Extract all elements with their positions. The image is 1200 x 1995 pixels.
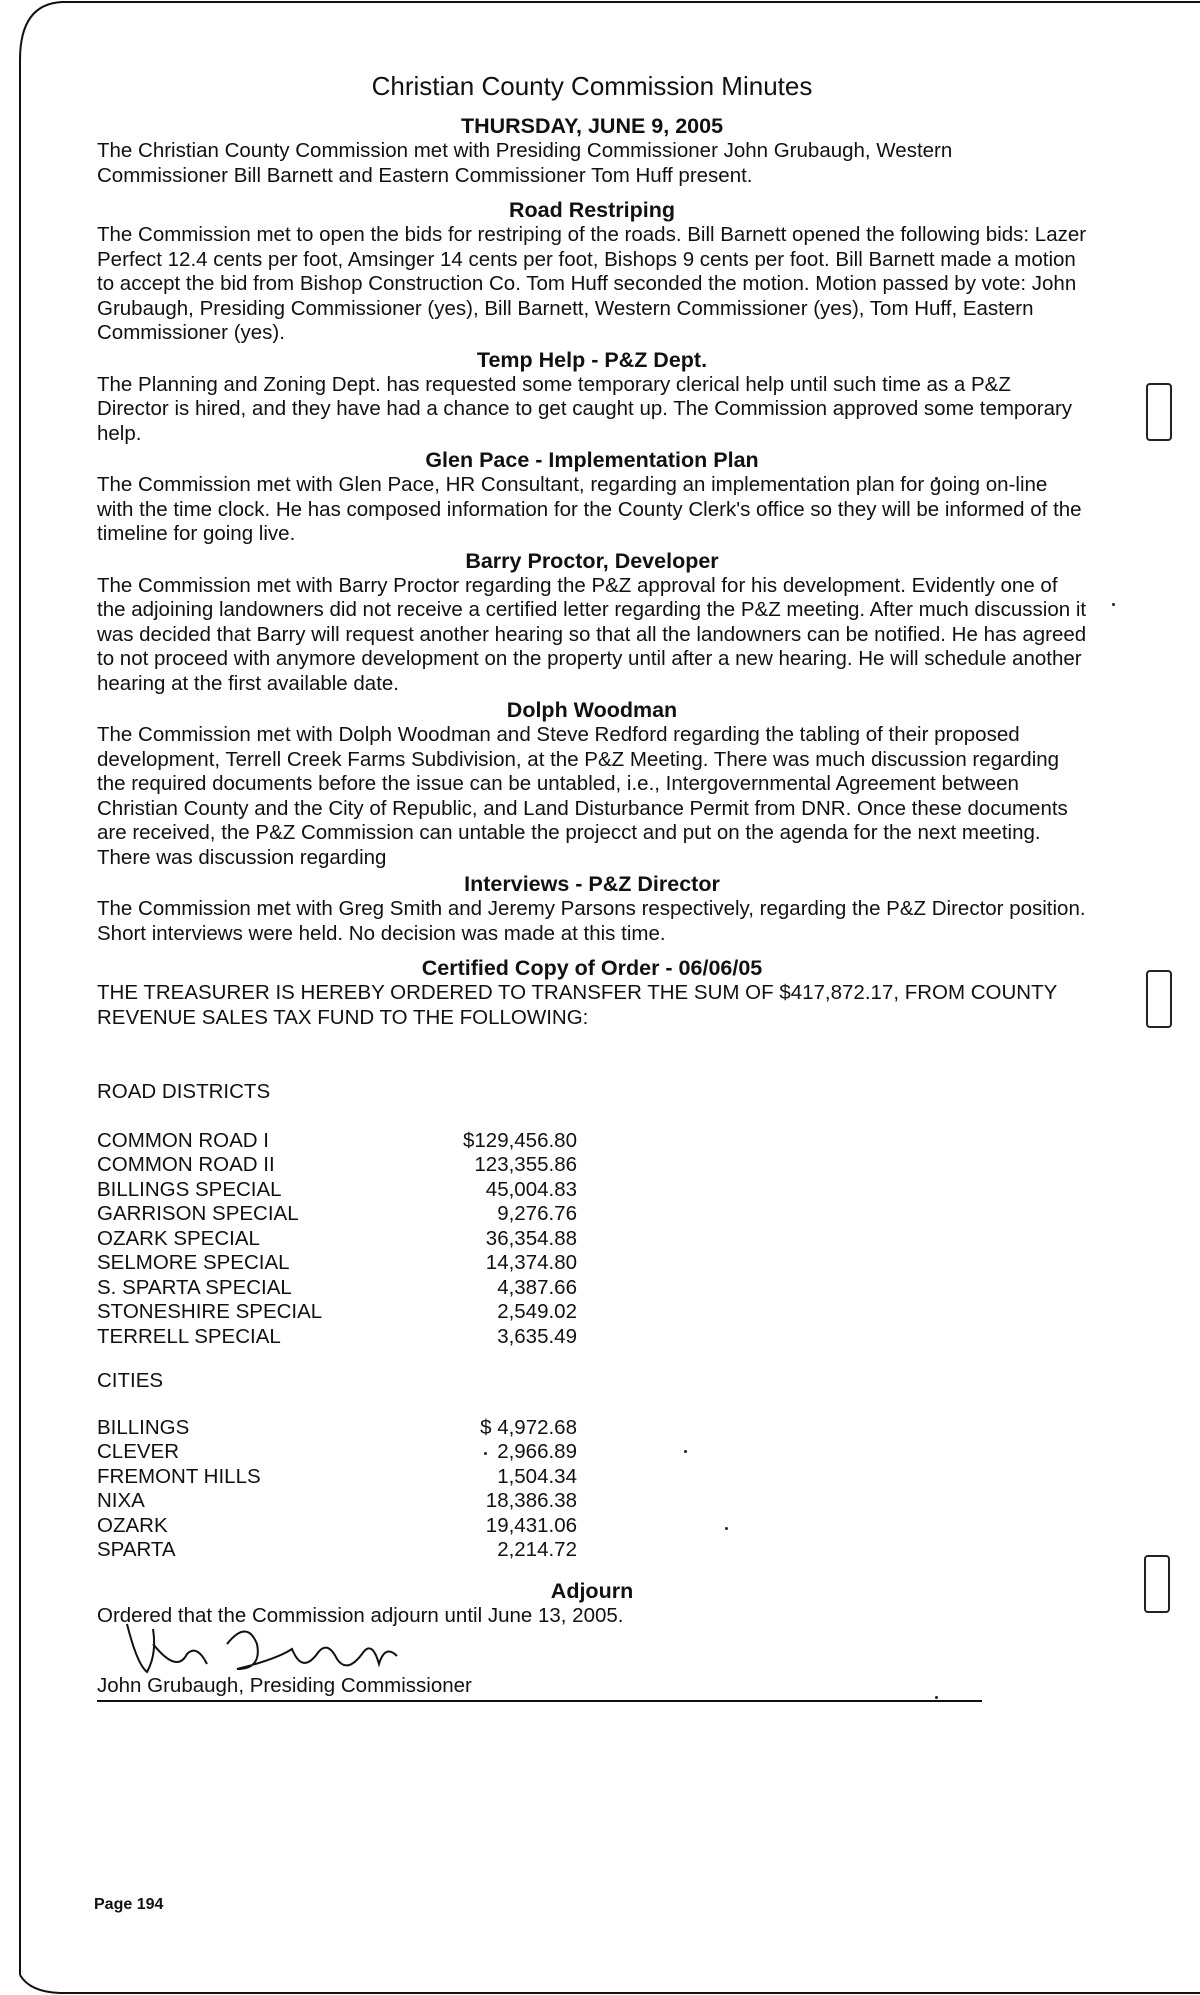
minutes-document — [97, 70, 1087, 1716]
fund-name: NIXA — [97, 1489, 145, 1512]
binder-hole-bottom — [1144, 1555, 1170, 1613]
road-district-row — [97, 1251, 577, 1276]
road-district-row — [97, 1178, 577, 1203]
document-title: Christian County Commission Minutes — [371, 71, 813, 101]
certified-order — [97, 956, 1087, 1563]
road-district-row — [97, 1129, 577, 1154]
section-body: The Commission met with Greg Smith and Jeremy Parsons respectively, regarding the P&Z Director position. Short interviews were held. No decision was made at this time. — [97, 897, 1086, 945]
date-heading: THURSDAY, JUNE 9, 2005 — [460, 114, 724, 138]
fund-amount: 18,386.38 — [485, 1489, 577, 1512]
fund-name: CLEVER — [97, 1440, 180, 1463]
road-district-row — [97, 1300, 577, 1325]
road-district-row — [97, 1276, 577, 1301]
section-heading: Road Restriping — [508, 198, 676, 222]
fund-amount: 9,276.76 — [497, 1202, 577, 1225]
fund-amount: 2,966.89 — [497, 1440, 577, 1463]
section-heading: Glen Pace - Implementation Plan — [425, 448, 759, 472]
fund-amount: 19,431.06 — [485, 1513, 577, 1537]
adjourn-text: Ordered that the Commission adjourn until June 13, 2005. — [97, 1603, 624, 1627]
fund-amount: 14,374.80 — [485, 1251, 577, 1274]
intro-paragraph: The Christian County Commission met with Presiding Commissioner John Grubaugh, Western Commissioner Bill Barnett and Eastern Commissioner Tom Huff present. — [97, 139, 953, 187]
fund-amount: $129,456.80 — [462, 1128, 577, 1152]
fund-name: STONESHIRE SPECIAL — [97, 1300, 323, 1323]
fund-name: SPARTA — [97, 1538, 176, 1561]
road-district-row — [97, 1325, 577, 1350]
city-row — [97, 1514, 577, 1539]
order-text: THE TREASURER IS HEREBY ORDERED TO TRANSFER THE SUM OF $417,872.17, FROM COUNTY REVENUE SALES TAX FUND TO THE FOLLOWING: — [97, 981, 1057, 1029]
section-dolph-woodman — [97, 698, 1087, 870]
section-body: The Commission met with Barry Proctor regarding the P&Z approval for his development. Evidently one of the adjoining landowners did not receive a certified letter regarding the P&Z meeting. After much discussion it was decided that Barry will request another hearing so that all the landowners can be notified. He has agreed to not proceed with anymore development on the property until after a new hearing. He will schedule another hearing at the first available date. — [97, 573, 1087, 695]
adjourn-heading: Adjourn — [550, 1578, 634, 1603]
city-row — [97, 1465, 577, 1490]
signature-line — [97, 1700, 982, 1702]
fund-name: OZARK — [97, 1513, 168, 1537]
fund-name: GARRISON SPECIAL — [97, 1202, 299, 1225]
fund-name: S. SPARTA SPECIAL — [97, 1275, 292, 1299]
fund-amount: 1,504.34 — [497, 1464, 577, 1488]
section-glen-pace — [97, 448, 1087, 547]
section-barry-proctor — [97, 549, 1087, 697]
order-heading: Certified Copy of Order - 06/06/05 — [421, 956, 763, 980]
section-body: The Commission met to open the bids for restriping of the roads. Bill Barnett opened the following bids: Lazer Perfect 12.4 cents per foot, Amsinger 14 cents per foot, Bishops 9 cents per foot. Bill Barnett made a motion to accept the bid from Bishop Construction Co. Tom Huff seconded the motion. Motion passed by vote: John Grubaugh, Presiding Commissioner (yes), Bill Barnett, Western Commissioner (yes), Tom Huff, Eastern Commissioner (yes). — [97, 223, 1087, 344]
signature-caption: John Grubaugh, Presiding Commissioner — [97, 1674, 472, 1697]
section-heading: Dolph Woodman — [506, 698, 678, 722]
fund-name: FREMONT HILLS — [97, 1464, 261, 1488]
fund-amount: 2,549.02 — [497, 1300, 577, 1323]
fund-name: BILLINGS SPECIAL — [97, 1177, 282, 1201]
section-body: The Planning and Zoning Dept. has requested some temporary clerical help until such time as a P&Z Director is hired, and they have had a chance to get caught up. The Commission approved some temporary help. — [97, 372, 1073, 445]
fund-amount: 123,355.86 — [474, 1153, 577, 1176]
fund-name: TERRELL SPECIAL — [97, 1324, 281, 1348]
fund-amount: 36,354.88 — [485, 1226, 577, 1250]
binder-hole-top — [1146, 383, 1172, 441]
fund-amount: 3,635.49 — [497, 1324, 577, 1348]
road-districts-table — [97, 1129, 577, 1350]
binder-hole-middle — [1146, 970, 1172, 1028]
cities-table — [97, 1416, 577, 1563]
cities-label: CITIES — [97, 1369, 164, 1392]
fund-name: COMMON ROAD II — [97, 1153, 275, 1176]
section-heading: Interviews - P&Z Director — [464, 872, 720, 896]
fund-amount: 2,214.72 — [497, 1538, 577, 1561]
city-row — [97, 1538, 577, 1563]
fund-name: BILLINGS — [97, 1415, 190, 1439]
section-body: The Commission met with Glen Pace, HR Consultant, regarding an implementation plan for going on-line with the time clock. He has composed information for the County Clerk's office so they will be informed of the timeline for going live. — [97, 473, 1082, 545]
section-interviews — [97, 872, 1087, 946]
fund-amount: 45,004.83 — [485, 1177, 577, 1201]
fund-name: COMMON ROAD I — [97, 1128, 269, 1152]
city-row — [97, 1489, 577, 1514]
meeting-header — [97, 114, 1087, 188]
adjourn-section — [97, 1579, 1087, 1715]
road-district-row — [97, 1227, 577, 1252]
fund-amount: $ 4,972.68 — [480, 1415, 577, 1439]
road-district-row — [97, 1153, 577, 1178]
road-district-row — [97, 1202, 577, 1227]
page-number: Page 194 — [94, 1896, 164, 1913]
city-row — [97, 1416, 577, 1441]
section-road-restriping — [97, 198, 1087, 346]
city-row — [97, 1440, 577, 1465]
signature-block — [97, 1634, 697, 1714]
section-temp-help — [97, 348, 1087, 447]
fund-name: OZARK SPECIAL — [97, 1226, 260, 1250]
section-heading: Temp Help - P&Z Dept. — [476, 347, 708, 372]
section-heading: Barry Proctor, Developer — [465, 548, 719, 573]
scan-speck — [1112, 603, 1115, 606]
section-body: The Commission met with Dolph Woodman and Steve Redford regarding the tabling of their proposed development, Terrell Creek Farms Subdivision, at the P&Z Meeting. There was much discussion regarding the required documents before the issue can be untabled, i.e., Intergovernmental Agreement between Christian County and the City of Republic, and Land Disturbance Permit from DNR. Once these documents are received, the P&Z Commission can untable the projecct and put on the agenda for the next meeting. There was discussion regarding — [97, 723, 1068, 869]
fund-amount: 4,387.66 — [497, 1275, 577, 1299]
fund-name: SELMORE SPECIAL — [97, 1251, 290, 1274]
road-districts-label: ROAD DISTRICTS — [97, 1080, 271, 1103]
